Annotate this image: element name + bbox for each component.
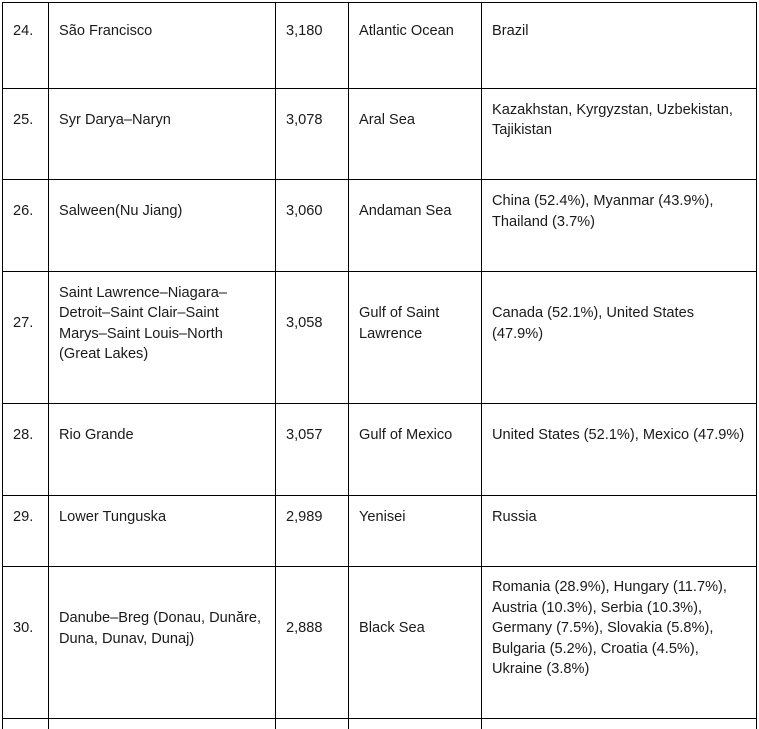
countries-cell: [482, 719, 757, 729]
countries-cell: China (52.4%), Myanmar (43.9%), Thailand (3.7%): [482, 180, 757, 272]
outflow-cell: Gulf of Saint Lawrence: [349, 272, 482, 404]
rank-cell: 24.: [3, 3, 49, 89]
table-row: [3, 272, 757, 404]
river-name-cell: Rio Grande: [49, 404, 276, 496]
length-cell: [276, 719, 349, 729]
length-cell: 3,060: [276, 180, 349, 272]
table-row: [3, 496, 757, 567]
length-cell: 3,057: [276, 404, 349, 496]
rank-cell: 26.: [3, 180, 49, 272]
length-cell: 2,989: [276, 496, 349, 567]
river-name-cell: Saint Lawrence–Niagara–Detroit–Saint Clair–Saint Marys–Saint Louis–North (Great Lakes): [49, 272, 276, 404]
rank-cell: 25.: [3, 89, 49, 180]
rank-cell: 28.: [3, 404, 49, 496]
table-row-partial: [3, 719, 757, 729]
length-cell: 3,180: [276, 3, 349, 89]
countries-cell: Romania (28.9%), Hungary (11.7%), Austria (10.3%), Serbia (10.3%), Germany (7.5%), Slovakia (5.8%), Bulgaria (5.2%), Croatia (4.5%), Ukraine (3.8%): [482, 567, 757, 719]
outflow-cell: Aral Sea: [349, 89, 482, 180]
river-name-cell: Salween(Nu Jiang): [49, 180, 276, 272]
river-name-cell: [49, 719, 276, 729]
countries-cell: United States (52.1%), Mexico (47.9%): [482, 404, 757, 496]
countries-cell: Canada (52.1%), United States (47.9%): [482, 272, 757, 404]
outflow-cell: Atlantic Ocean: [349, 3, 482, 89]
length-cell: 3,078: [276, 89, 349, 180]
table-row: [3, 89, 757, 180]
rivers-table: [2, 2, 757, 729]
river-name-cell: São Francisco: [49, 3, 276, 89]
length-cell: 3,058: [276, 272, 349, 404]
river-name-cell: Danube–Breg (Donau, Dunăre, Duna, Dunav, Dunaj): [49, 567, 276, 719]
outflow-cell: [349, 719, 482, 729]
table-row: [3, 567, 757, 719]
table-row: [3, 180, 757, 272]
rank-cell: [3, 719, 49, 729]
countries-cell: Russia: [482, 496, 757, 567]
river-name-cell: Lower Tunguska: [49, 496, 276, 567]
table-row: [3, 404, 757, 496]
river-name-cell: Syr Darya–Naryn: [49, 89, 276, 180]
length-cell: 2,888: [276, 567, 349, 719]
table-row: [3, 3, 757, 89]
outflow-cell: Andaman Sea: [349, 180, 482, 272]
outflow-cell: Yenisei: [349, 496, 482, 567]
outflow-cell: Gulf of Mexico: [349, 404, 482, 496]
countries-cell: Kazakhstan, Kyrgyzstan, Uzbekistan, Tajikistan: [482, 89, 757, 180]
outflow-cell: Black Sea: [349, 567, 482, 719]
rank-cell: 29.: [3, 496, 49, 567]
rank-cell: 27.: [3, 272, 49, 404]
countries-cell: Brazil: [482, 3, 757, 89]
rank-cell: 30.: [3, 567, 49, 719]
